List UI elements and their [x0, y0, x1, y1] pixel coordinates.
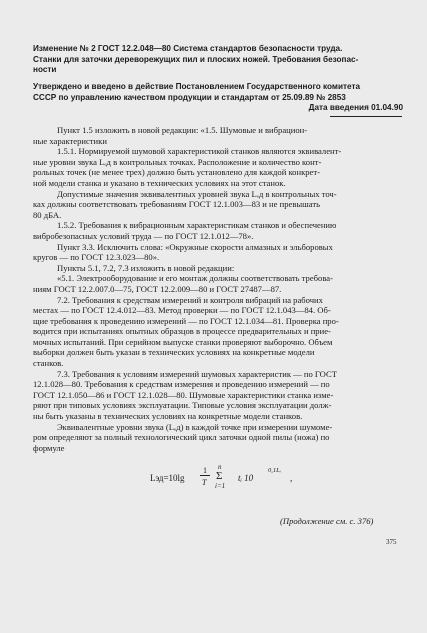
formula-sum-upper: n	[218, 463, 222, 471]
body-line: ром определяют за полный технологический цикл заточки одной пилы (ножа) по	[33, 432, 330, 443]
body-line: ны быть указаны в технических условиях на конкретные модели станков.	[33, 411, 303, 422]
body-line: рольных точек (не менее трех) должно быть установлено для каждой конкрет-	[33, 167, 320, 178]
body-line: 7.2. Требования к средствам измерений и контроля вибраций на рабочих	[57, 294, 323, 305]
formula-fraction-bar	[200, 475, 210, 476]
body-line: 12.1.028—80. Требования к средствам измерения и проведению измерений — по	[33, 379, 330, 390]
body-line: формуле	[33, 442, 65, 453]
body-line: ГОСТ 12.1.050—86 и ГОСТ 12.1.028—80. Шумовые характеристики станка изме-	[33, 389, 334, 400]
formula-comma: ,	[290, 473, 293, 483]
amendment-title-line: ности	[33, 65, 57, 75]
body-line: вибробезопасных условий труда — по ГОСТ 12.1.012—78».	[33, 230, 254, 241]
body-line: 7.3. Требования к условиям измерений шумовых характеристик — по ГОСТ	[57, 368, 337, 379]
body-line: ках должны соответствовать требованиям ГОСТ 12.1.003—83 и не превышать	[33, 199, 321, 210]
amendment-title-line: Изменение № 2 ГОСТ 12.2.048—80 Система стандартов безопасности труда.	[33, 44, 343, 53]
page-number: 375	[386, 538, 397, 546]
formula-term: tᵢ 10	[238, 473, 254, 483]
body-line: Пункт 1.5 изложить в новой редакции: «1.5. Шумовые и вибрацион-	[57, 125, 308, 135]
leq-formula	[150, 465, 310, 495]
body-line: ные уровни звука Lₑд в контрольных точках. Расположение и количество конт-	[33, 156, 322, 167]
amendment-title	[33, 44, 403, 76]
approval-block	[33, 82, 403, 114]
body-line: щие требования к проведению измерений — по ГОСТ 12.1.034—81. Проверка про-	[33, 315, 339, 326]
body-line: Пункты 5.1, 7.2, 7.3 изложить в новой редакции:	[57, 262, 235, 273]
formula-sum-lower: i=1	[215, 482, 226, 490]
body-line: ной модели станка и указано в технических условиях на этот станок.	[33, 177, 286, 188]
body-line: ные характеристики	[33, 135, 107, 146]
body-line: 1.5.2. Требования к вибрационным характеристикам станков и обеспечению	[57, 220, 337, 231]
formula-fraction-numerator: 1	[203, 466, 207, 475]
approval-line: Утверждено и введено в действие Постановлением Государственного комитета	[33, 82, 361, 91]
body-line: Пункт 3.3. Исключить слова: «Окружные скорости алмазных и эльборовых	[57, 241, 333, 252]
body-line: водится при испытаниях опытных образцов в процессе предварительных и прие-	[33, 326, 331, 337]
formula-exponent: 0,1Lᵢ	[268, 467, 281, 474]
body-line: 1.5.1. Нормируемой шумовой характеристикой станков являются эквивалент-	[57, 146, 342, 157]
date-underline	[330, 116, 402, 117]
formula-lhs: Lэд=10lg	[150, 473, 185, 483]
amendment-title-line: Станки для заточки дереворежущих пил и плоских ножей. Требования безопас-	[33, 54, 359, 64]
approval-line: СССР по управлению качеством продукции и стандартам от 25.09.89 № 2853	[33, 92, 346, 102]
body-line: местах — по ГОСТ 12.4.012—83. Метод проверки — по ГОСТ 12.1.043—84. Об-	[33, 305, 331, 316]
body-line: «5.1. Электрооборудование и его монтаж должны соответствовать требова-	[57, 273, 333, 284]
body-line: мочных испытаний. При серийном выпуске станки проверяют выборочно. Объем	[33, 336, 333, 347]
formula-fraction-denominator: T	[202, 478, 207, 487]
body-line: 80 дБА.	[33, 209, 62, 220]
body-line: Допустимые значения эквивалентных уровней звука Lₑд в контрольных точ-	[57, 188, 337, 199]
body-line: кругов — по ГОСТ 12.3.023—80».	[33, 252, 160, 263]
formula-sum-sign: Σ	[216, 470, 223, 482]
continuation-note: (Продолжение см. с. 376)	[280, 516, 374, 526]
body-text	[33, 125, 403, 453]
body-line: выборки должен быть указан в технических условиях на конкретные модели	[33, 347, 315, 358]
body-line: ряют при типовых условиях эксплуатации. Типовые условия эксплуатации долж-	[33, 400, 332, 411]
body-line: станков.	[33, 358, 64, 369]
body-line: Эквивалентные уровни звука (Lₑд) в каждой точке при измерении шумоме-	[57, 421, 333, 432]
effective-date: Дата введения 01.04.90	[308, 103, 403, 113]
body-line: ниям ГОСТ 12.2.007.0—75, ГОСТ 12.2.009—80 и ГОСТ 27487—87.	[33, 283, 282, 294]
